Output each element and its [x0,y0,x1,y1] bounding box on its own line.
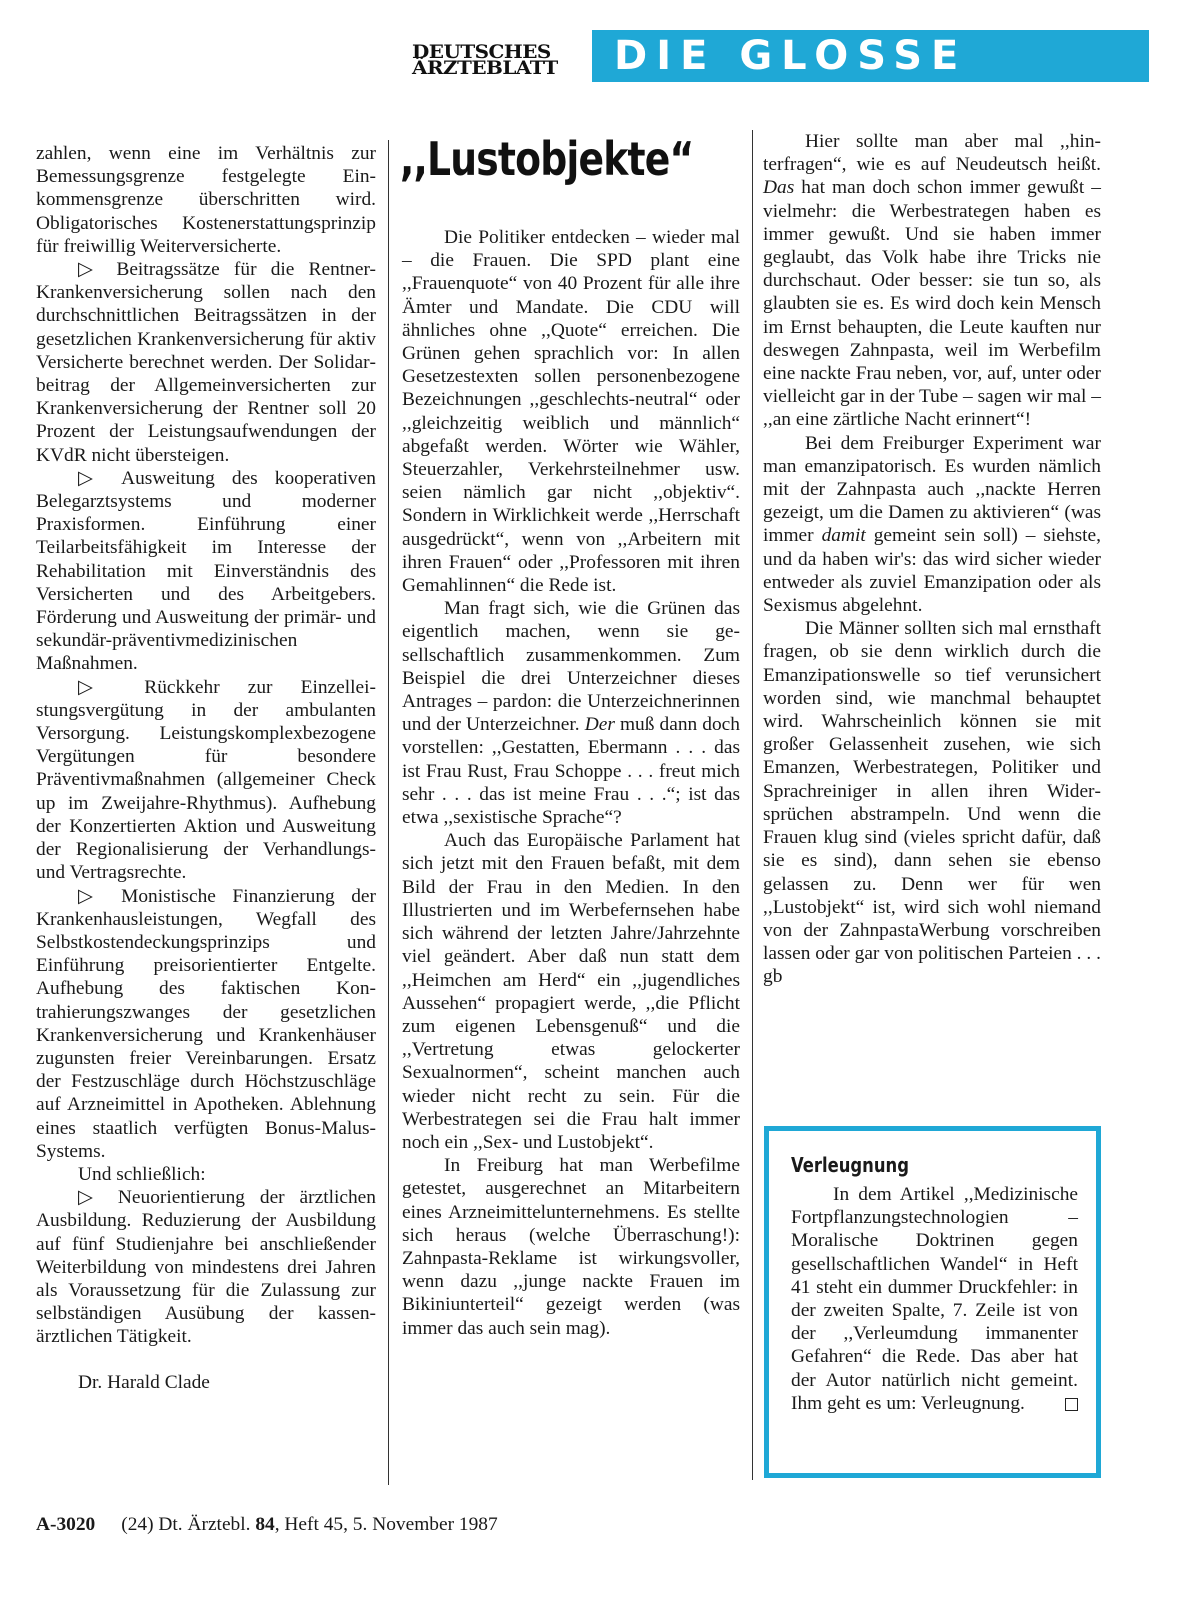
volume-number: 84 [255,1514,275,1535]
citation-prefix: (24) Dt. Ärztebl. [121,1514,256,1535]
paragraph: Auch das Europäische Parlament hat sich jetzt mit den Frauen befaßt, mit dem Bild der Frau in den Medien. In den Illustrierten und im Werbefernsehen habe sich während der letzten Jahre/Jahrzehnte viel geändert. Aber daß nun statt dem ,,Heimchen am Herd“ ein ,,jugendliches Aussehen“ propagiert werde, ,,die Pflicht zum eigenen Lebensgenuß“ und die ,,Vertretung etwas gelockerter Sexualnormen“, scheint manchen auch wieder nicht recht zu sein. Für die Werbestrategen sei die Frau halt immer noch ein ,,Sex- und Lustobjekt“. [402,830,740,1153]
section-banner: DIE GLOSSE [592,30,1149,82]
paragraph: Man fragt sich, wie die Grünen das eigentlich machen, wenn sie gesellschaftlich zusammenkommen. Zum Beispiel die drei Unterzeichner dieses Antrages – pardon: die Unterzeichnerinnen und der Unterzeichner. Der muß dann doch vorstellen: ,,Gestatten, Ebermann . . . das ist Frau Rust, Frau Schoppe . . . freut mich sehr . . . das ist meine Frau . . .“; ist das etwa ,,sexistische Sprache“? [402,598,740,829]
paragraph: Hier sollte man aber mal ,,hinterfragen“, wie es auf Neudeutsch heißt. Das hat man doch schon immer gewußt – vielmehr: die Werbestrategen haben es immer gewußt. Und sie haben immer geglaubt, das Volk habe ihre Tricks nie durchschaut. Oder besser: sie tun so, als glaubten sie es. Es wird doch kein Mensch im Ernst behaupten, die Leute kauften nur deswegen Zahnpasta, weil im Werbefilm eine nackte Frau neben, vor, auf, unter oder vielleicht gar in der Tube – sagen wir mal – ,,an eine zärtliche Nacht erinnert“! [763,131,1101,431]
page-footer [36,1514,498,1536]
paragraph: In Freiburg hat man Werbefilme getestet, ausgerechnet an Mitarbeitern eines Arzneimittelunternehmens. Es stellte sich heraus (welche Überraschung!): Zahnpasta-Reklame ist wirkungsvoller, wenn dazu ,,junge nackte Frauen im Bikiniunterteil“ gezeigt werden (was immer das auch sein mag). [402,1155,740,1339]
column-divider [388,140,389,1485]
citation-suffix: , Heft 45, 5. November 1987 [274,1514,498,1535]
paragraph: ▷ Beitragssätze für die Rentner-Krankenversicherung sollen nach den durchschnittlichen Beitragssätzen in der gesetzlichen Krankenversicherung für aktiv Versicherte berechnet werden. Der Solidarbeitrag der Allgemeinversicherten zur Krankenversicherung der Rentner soll 20 Prozent der Leistungsaufwendungen der KVdR nicht übersteigen. [36,259,376,466]
journal-logo: DEUTSCHES ÄRZTEBLATT [412,41,558,79]
correction-box [764,1126,1101,1478]
glosse-headline: ,,Lustobjekte“ [400,132,694,186]
paragraph: zahlen, wenn eine im Verhältnis zur Bemessungsgrenze festgelegte Einkommensgrenze überschritten wird. Obligatorisches Kostenerstattungsprinzip für freiwillig Weiterversicherte. [36,143,376,257]
paragraph: Die Männer sollten sich mal ernsthaft fragen, ob sie denn wirklich durch die Emanzipationswelle so tief verunsichert worden sind, wie manchmal behauptet wird. Wahrscheinlich können sie mit großer Gelassenheit zusehen, wie sich Emanzen, Werbestrategen, Politiker und Sprachreiniger in allen ihren Widersprüchen abstrampeln. Und wenn die Frauen klug sind (vieles spricht dafür, daß sie es sind), dann sehen sie ebenso gelassen zu. Denn wer für wen ,,Lustobjekt“ ist, wird sich wohl niemand von der ZahnpastaWerbung vorschreiben lassen oder gar von politischen Parteien . . . gb [763,618,1101,988]
paragraph: Und schließlich: [78,1163,206,1185]
box-title: Verleugnung [791,1153,909,1177]
glosse-column-3 [763,130,1101,989]
paragraph: ▷ Monistische Finanzierung der Krankenhausleistungen, Wegfall des Selbstkostendeckungsprinzips und Einführung preisorientierter Entgelte. Aufhebung des faktischen Kontrahierungszwanges der gesetzlichen Krankenversicherung und Krankenhäuser zugunsten freier Vereinbarungen. Ersatz der Festzuschläge durch Höchstzuschläge auf Arzneimittel in Apotheken. Ablehnung eines staatlich verfügten Bonus-Malus-Systems. [36,885,376,1162]
glosse-column-2 [402,226,740,1340]
paragraph: Bei dem Freiburger Experiment war man emanzipatorisch. Es wurden nämlich mit der Zahnpasta auch ,,nackte Herren gezeigt, um die Damen zu aktivieren“ (was immer damit gemeint sein soll) – siehste, und da haben wir's: das wird sicher wieder entweder als zuviel Emanzipation oder als Sexismus abgelehnt. [763,432,1101,617]
column-divider [752,130,753,1480]
page-code: A-3020 [36,1514,96,1535]
article-column-1 [36,142,376,1394]
paragraph: ▷ Neuorientierung der ärztlichen Ausbildung. Reduzierung der Ausbildung auf fünf Studienjahre bei anschließender Weiterbildung von mindestens drei Jahren als Voraussetzung für die Zulassung zur selbständigen Ausübung der kassenärztlichen Tätigkeit. [36,1187,376,1348]
end-square-icon [1065,1398,1078,1411]
author-name: Dr. Harald Clade [78,1371,210,1393]
paragraph: ▷ Ausweitung des kooperativen Belegarztsystems und moderner Praxisformen. Einführung einer Teilarbeitsfähigkeit im Interesse der Rehabilitation mit Einverständnis des Versicherten und des Arbeitgebers. Förderung und Ausweitung der primär- und sekundär-präventivmedizinischen Maßnahmen. [36,467,376,675]
paragraph: ▷ Rückkehr zur Einzelleistungsvergütung in der ambulanten Versorgung. Leistungskomplexbezogene Vergütungen für besondere Präventivmaßnahmen (allgemeiner Check up im Zweijahre-Rhythmus). Aufhebung der Konzertierten Aktion und Ausweitung der Regionalisierung der Verhandlungs- und Vertragsrechte. [36,676,376,884]
box-text: In dem Artikel ,,Medizinische Fortpflanzungstechnologien – Moralische Doktrinen gegen gesellschaftlichen Wandel“ in Heft 41 steht ein dummer Druckfehler: in der zweiten Spalte, 7. Zeile ist von der ,,Verleumdung immanenter Gefahren“ die Rede. Das aber hat der Autor natürlich nicht gemeint. Ihm geht es um: Verleugnung. [791,1184,1078,1414]
masthead [412,30,1149,82]
paragraph: Die Politiker entdecken – wieder mal – die Frauen. Die SPD plant eine ,,Frauenquote“ von 40 Prozent für alle ihre Ämter und Mandate. Die CDU will ähnliches ohne ,,Quote“ erreichen. Die Grünen gehen sprachlich vor: In allen Gesetzestexten sollen personenbezogene Bezeichnungen ,,geschlechts-neutral“ oder ,,gleichzeitig weiblich und männlich“ abgefaßt werden. Wörter wie Wähler, Steuerzahler, Verkehrsteilnehmer usw. seien nämlich gar nicht ,,objektiv“. Sondern in Wirklichkeit werde ,,Herrschaft ausgedrückt“, wenn von ,,Arbeitern mit ihren Frauen“ oder ,,Professoren mit ihren Gemahlinnen“ die Rede ist. [402,227,740,597]
